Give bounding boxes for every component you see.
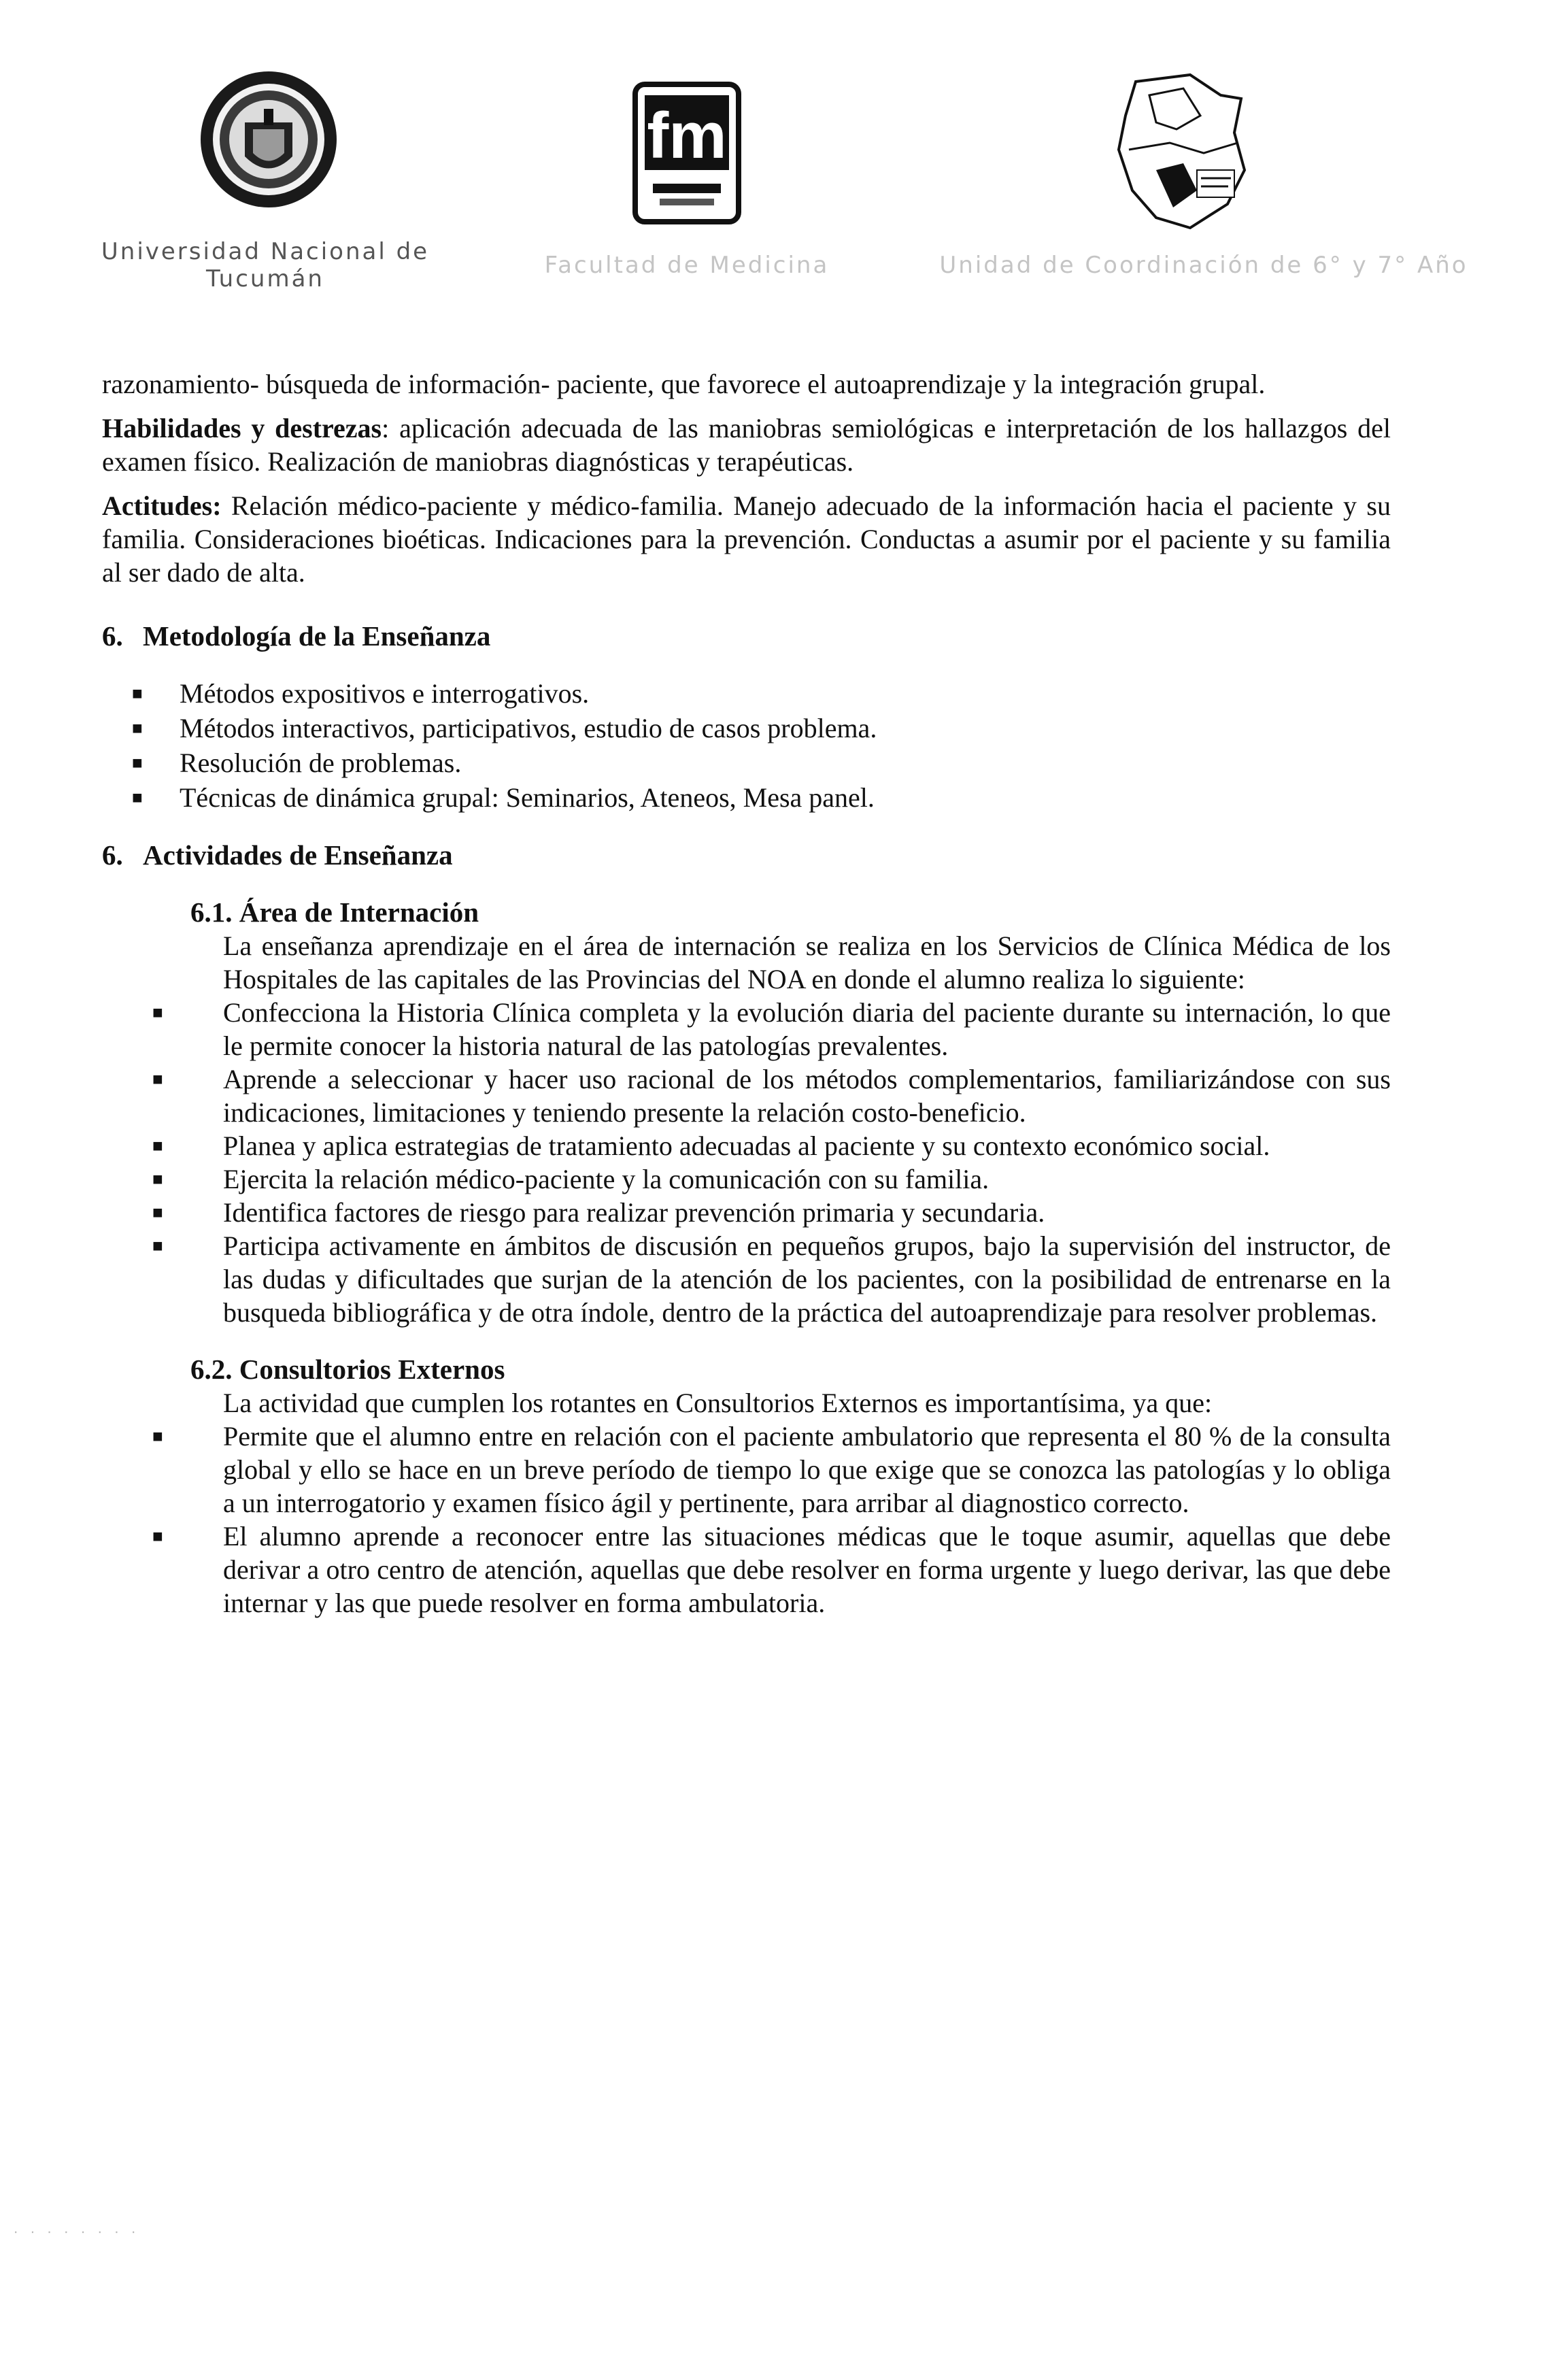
list-item-text: Identifica factores de riesgo para realizar prevención primaria y secundaria.	[223, 1197, 1045, 1228]
list-item-text: Ejercita la relación médico-paciente y la comunicación con su familia.	[223, 1164, 990, 1194]
section-number: 6.	[102, 620, 123, 652]
list-item-text: Técnicas de dinámica grupal: Seminarios, Ateneos, Mesa panel.	[180, 782, 875, 813]
actitudes-label: Actitudes:	[102, 490, 222, 521]
internacion-list	[143, 996, 1391, 1329]
consultorios-intro: La actividad que cumplen los rotantes en Consultorios Externos es importantísima, ya que:	[223, 1388, 1213, 1418]
university-seal-logo	[197, 68, 340, 211]
internacion-intro: La enseñanza aprendizaje en el área de internación se realiza en los Servicios de Clínica Médica de los Hospitales de las capitales de las Provincias del NOA en donde el alumno realiza lo siguiente:	[223, 931, 1391, 994]
list-item	[143, 1196, 1391, 1229]
list-item	[143, 1420, 1391, 1520]
consultorios-list	[143, 1420, 1391, 1620]
list-item	[143, 1229, 1391, 1329]
square-bullet-icon: ■	[152, 1069, 163, 1089]
square-bullet-icon: ■	[152, 1169, 163, 1189]
list-item	[131, 676, 1391, 711]
square-bullet-icon: ■	[152, 1426, 163, 1446]
section-number: 6.	[102, 839, 123, 871]
subsection-heading-internacion: 6.1. Área de Internación	[190, 896, 479, 928]
section-heading-actividades	[102, 838, 1391, 872]
square-bullet-icon: ■	[132, 788, 143, 807]
list-item-text: Confecciona la Historia Clínica completa y la evolución diaria del paciente durante su internación, lo que le permite conocer la historia natural de las patologías prevalentes.	[223, 997, 1391, 1061]
square-bullet-icon: ■	[132, 718, 143, 738]
habilidades-paragraph	[102, 412, 1391, 478]
actitudes-paragraph	[102, 489, 1391, 589]
square-bullet-icon: ■	[152, 1136, 163, 1156]
list-item	[143, 996, 1391, 1062]
list-item	[143, 1162, 1391, 1196]
list-item	[131, 711, 1391, 745]
square-bullet-icon: ■	[152, 1236, 163, 1256]
faculty-caption: Facultad de Medicina	[544, 252, 830, 279]
section-heading-metodologia	[102, 619, 1391, 653]
square-bullet-icon: ■	[152, 1003, 163, 1022]
document-body	[102, 367, 1391, 1620]
section-title: Actividades de Enseñanza	[143, 839, 453, 871]
subsection-heading-consultorios: 6.2. Consultorios Externos	[190, 1354, 505, 1385]
intro-paragraph: razonamiento- búsqueda de información- paciente, que favorece el autoaprendizaje y la integración grupal.	[102, 369, 1266, 399]
list-item-text: Planea y aplica estrategias de tratamiento adecuadas al paciente y su contexto económico social.	[223, 1130, 1270, 1161]
square-bullet-icon: ■	[152, 1203, 163, 1222]
fm-logo-text: fm	[647, 99, 727, 172]
square-bullet-icon: ■	[152, 1526, 163, 1546]
section-title: Metodología de la Enseñanza	[143, 620, 491, 652]
faculty-medicine-logo	[632, 82, 741, 224]
noa-region-map-logo	[1109, 68, 1251, 238]
scan-footer-mark: · · · · · · · ·	[14, 2224, 140, 2241]
list-item-text: Métodos interactivos, participativos, estudio de casos problema.	[180, 713, 877, 743]
list-item-text: Aprende a seleccionar y hacer uso racional de los métodos complementarios, familiarizándose con sus indicaciones, limitaciones y teniendo presente la relación costo-beneficio.	[223, 1064, 1391, 1128]
list-item	[131, 780, 1391, 815]
list-item	[131, 745, 1391, 780]
coordination-unit-caption: Unidad de Coordinación de 6° y 7° Año	[939, 252, 1468, 279]
actitudes-text: Relación médico-paciente y médico-familia. Manejo adecuado de la información hacia el paciente y su familia. Consideraciones bioéticas. Indicaciones para la prevención. Conductas a asumir por el paciente y su familia al ser dado de alta.	[102, 490, 1391, 588]
square-bullet-icon: ■	[132, 684, 143, 703]
list-item-text: Resolución de problemas.	[180, 748, 462, 778]
list-item-text: Participa activamente en ámbitos de discusión en pequeños grupos, bajo la supervisión del instructor, de las dudas y dificultades que surjan de la atención de los pacientes, con la posibilidad de entrenarse en la busqueda bibliográfica y de otra índole, dentro de la práctica del autoaprendizaje para resolver problemas.	[223, 1230, 1391, 1328]
list-item	[143, 1129, 1391, 1162]
list-item-text: Métodos expositivos e interrogativos.	[180, 678, 590, 709]
methods-list	[131, 676, 1391, 815]
university-caption: Universidad Nacional de Tucumán	[101, 238, 430, 292]
list-item	[143, 1520, 1391, 1620]
list-item-text: Permite que el alumno entre en relación con el paciente ambulatorio que representa el 80 % de la consulta global y ello se hace en un breve período de tiempo lo que exige que se conozca las patologías y lo obliga a un interrogatorio y examen físico ágil y pertinente, para arribar al diagnostico correcto.	[223, 1421, 1391, 1518]
list-item	[143, 1062, 1391, 1129]
habilidades-text: : aplicación adecuada de las maniobras semiológicas e interpretación de los hallazgos del examen físico. Realización de maniobras diagnósticas y terapéuticas.	[102, 413, 1391, 477]
habilidades-label: Habilidades y destrezas	[102, 413, 382, 443]
list-item-text: El alumno aprende a reconocer entre las situaciones médicas que le toque asumir, aquellas que debe derivar a otro centro de atención, aquellas que debe resolver en forma urgente y luego derivar, las que debe internar y las que puede resolver en forma ambulatoria.	[223, 1521, 1391, 1618]
square-bullet-icon: ■	[132, 753, 143, 773]
